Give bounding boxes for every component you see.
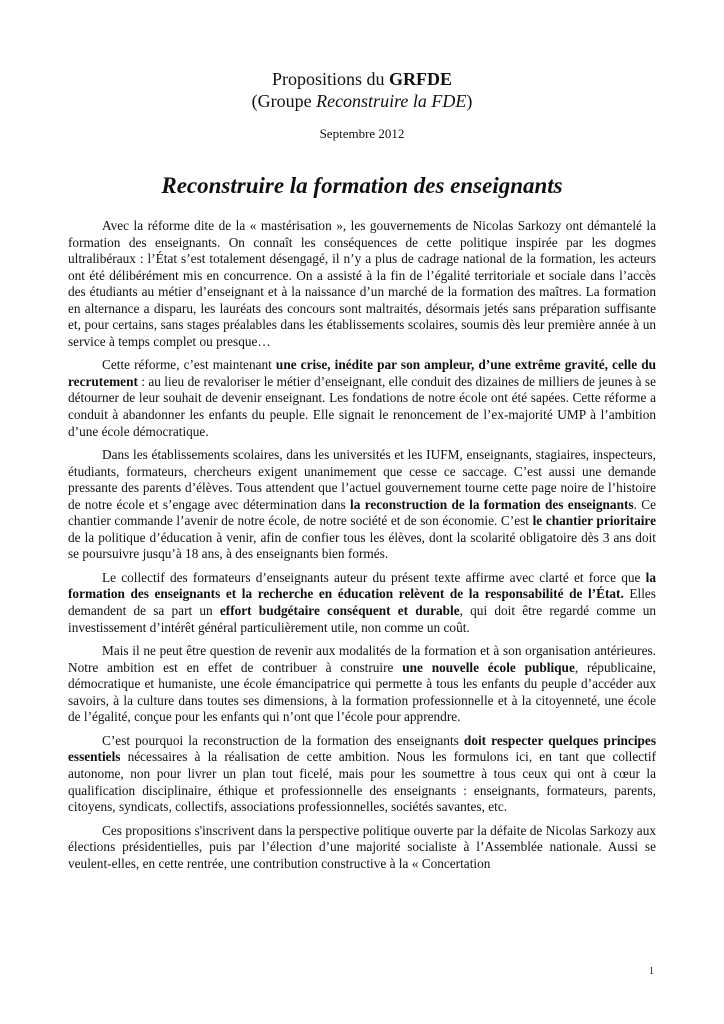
text-run: Mais il ne peut être question de revenir aux modalités de la formation et à son organisation antérieures. Notre ambition est en effet de contribuer à construire — [68, 643, 656, 675]
text-run: Dans les établissements scolaires, dans les universités et les IUFM, enseignants, stagiaires, inspecteurs, étudiants, formateurs, chercheurs exigent unanimement que cesse ce saccage. C’est aussi une demande pressante des parents d’élèves. Tous attendent que l’actuel gouvernement tourne cette page noire de l’histoire de notre école et s’engage avec détermination dans — [68, 447, 656, 512]
text-run: Elles demandent de sa part un — [68, 586, 656, 619]
paragraph — [68, 733, 656, 816]
text-run: nécessaires à la réalisation de cette ambition. Nous les formulons ici, en tant que collectif autonome, non pour livrer un plan tout ficelé, mais pour les soumettre à tous ceux qui ont à cœur la qualification disciplinaire, éthique et professionnelle des enseignants : enseignants, formateurs, parents, citoyens, syndicats, collectifs, associations professionnelles, sociétés savantes, etc. — [68, 749, 656, 815]
bold-text: la reconstruction de la formation des enseignants — [350, 496, 634, 512]
document-body — [68, 218, 656, 879]
bold-text: le chantier prioritaire — [532, 513, 656, 529]
header-prefix: Propositions du — [271, 69, 390, 89]
paragraph — [68, 570, 656, 636]
page-number: 1 — [649, 966, 654, 977]
text-run: , républicaine, démocratique et humaniste, une école émancipatrice qui permette à tous les enfants du peuple d’accéder aux savoirs, à la culture dans toutes ses dimensions, à la formation professionnelle et à la citoyenneté, une école de l’égalité, conçue pour les enfants qui n’ont que l’école pour apprendre. — [68, 659, 656, 725]
header-group-name: Reconstruire la FDE — [316, 91, 467, 111]
text-run: C’est pourquoi la reconstruction de la formation des enseignants — [102, 732, 464, 748]
text-run: Avec la réforme dite de la « mastérisation », les gouvernements de Nicolas Sarkozy ont démantelé la formation des enseignants. On connaît les conséquences de cette politique inspirée par les dogmes ultralibéraux : l’État s’est totalement désengagé, il n’y a plus de cadrage national de la formation, les acteurs ont été délibérément mis en concurrence. On a assisté à la fin de l’égalité territoriale et sociale dans l’accès des étudiants au métier d’enseignant et à la naissance d’un marché de la formation des maîtres. La formation en alternance a disparu, les lauréats des concours sont maltraités, désormais jetés sans préparation suffisante et, pour certains, sans stages préalables dans les établissements scolaires, soumis dès leur première année à un service à temps complet ou presque… — [68, 218, 656, 349]
text-run: Ces propositions s'inscrivent dans la perspective politique ouverte par la défaite de Nicolas Sarkozy aux élections présidentielles, puis par l’élection d’une majorité socialiste à l’Assemblée nationale. Aussi se veulent-elles, en cette rentrée, une contribution constructive à la « Concertation — [68, 822, 656, 871]
header-group-open: (Groupe — [251, 91, 317, 111]
bold-text: doit respecter quelques principes essentiels — [68, 732, 656, 765]
paragraph — [68, 218, 656, 350]
paragraph — [68, 447, 656, 563]
header-group-close: ) — [466, 91, 473, 111]
bold-text: effort budgétaire conséquent et durable — [219, 603, 460, 619]
bold-text: la formation des enseignants et la recherche en éducation relèvent de la responsabilité de l’État. — [68, 569, 656, 602]
document-header — [0, 68, 724, 142]
text-run: : au lieu de revaloriser le métier d’enseignant, elle conduit des dizaines de milliers de jeunes à se détourner de leur souhait de devenir enseignant. Les fondations de notre école ont été sapées. Cette réforme a conduit à abandonner les enfants du peuple. Elle signait le renoncement de l’ex-majorité UMP à l’ambition d’une école démocratique. — [68, 373, 656, 439]
paragraph — [68, 643, 656, 726]
header-org-name: GRFDE — [389, 69, 453, 89]
text-run: . Ce chantier commande l’avenir de notre école, de notre société et de son économie. C’est — [68, 496, 657, 529]
bold-text: une nouvelle école publique — [402, 659, 575, 675]
header-date: Septembre 2012 — [319, 126, 405, 141]
text-run: Le collectif des formateurs d’enseignants auteur du présent texte affirme avec clarté et force que — [102, 569, 646, 585]
header-line-2 — [0, 90, 724, 112]
text-run: , qui doit être regardé comme un investissement d’intérêt général particulièrement utile, non comme un coût. — [68, 603, 656, 635]
text-run: de la politique d’éducation à venir, afin de confier tous les élèves, dont la scolarité obligatoire dès 3 ans doit se poursuivre jusqu’à 18 ans, à des enseignants bien formés. — [68, 529, 656, 562]
bold-text: une crise, inédite par son ampleur, d’une extrême gravité, celle du recrutement — [68, 357, 656, 389]
text-run: Cette réforme, c’est maintenant — [102, 357, 276, 373]
document-title: Reconstruire la formation des enseignants — [161, 173, 563, 198]
paragraph — [68, 357, 656, 440]
header-line-1 — [0, 68, 724, 90]
paragraph — [68, 823, 656, 873]
